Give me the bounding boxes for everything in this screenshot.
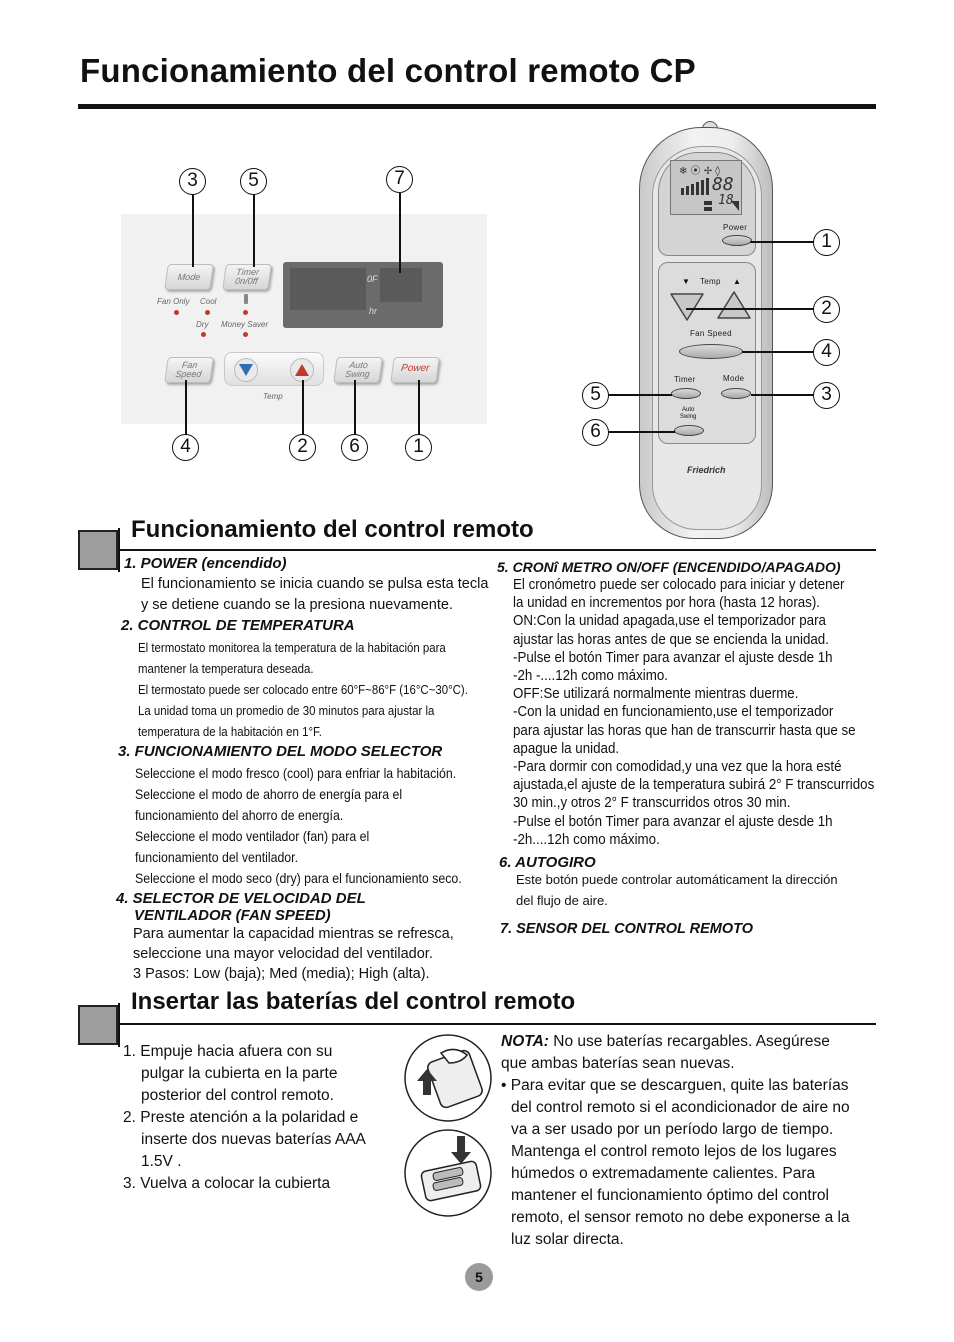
leader-line — [253, 195, 255, 267]
leader-line — [302, 380, 304, 435]
panel-mode-button — [164, 264, 214, 290]
text-line: OFF:Se utilizará normalmente mientras duerme. — [513, 686, 799, 703]
item-4-heading-line-1: 4. SELECTOR DE VELOCIDAD DEL — [116, 890, 366, 907]
panel-auto-swing-label-1: Auto — [348, 360, 369, 370]
money-saver-led — [243, 332, 248, 337]
remote-callout-1: 1 — [813, 229, 840, 256]
text-line: del flujo de aire. — [516, 893, 608, 908]
text-line: -2h....12h como máximo. — [513, 831, 660, 848]
item-2-heading: 2. CONTROL DE TEMPERATURA — [121, 617, 355, 634]
panel-temp-down-button — [234, 358, 258, 382]
text-line: Seleccione el modo fresco (cool) para enfriar la habitación. — [135, 765, 457, 781]
text-line: Seleccione el modo de ahorro de energía para el — [135, 786, 403, 802]
remote-callout-3: 3 — [813, 382, 840, 409]
remote-lcd-hours: 18 — [718, 193, 734, 208]
battery-cover-illustration — [403, 1033, 493, 1128]
remote-fan-speed-label: Fan Speed — [690, 329, 732, 338]
text-line: -Pulse el botón Timer para avanzar el ajuste desde 1h — [513, 813, 833, 830]
leader-line — [608, 431, 675, 433]
panel-fan-only-label: Fan Only — [157, 297, 190, 306]
note-label: NOTA: — [501, 1033, 549, 1050]
item-4-heading — [116, 890, 366, 924]
remote-callout-6: 6 — [582, 419, 609, 446]
step-line: pulgar la cubierta en la parte — [141, 1065, 338, 1082]
callout-5: 5 — [240, 168, 267, 195]
remote-brand-logo: Friedrich — [687, 465, 726, 475]
item-4-heading-line-2: VENTILADOR (FAN SPEED) — [134, 907, 331, 924]
panel-unit-f: 0F — [367, 274, 378, 284]
callout-2: 2 — [289, 434, 316, 461]
callout-1: 1 — [405, 434, 432, 461]
panel-cool-label: Cool — [200, 297, 217, 306]
leader-line — [608, 394, 672, 396]
arrow-up-icon — [295, 364, 309, 376]
cool-led — [205, 310, 210, 315]
item-6-heading: 6. AUTOGIRO — [499, 854, 596, 871]
step-line: 3. Vuelva a colocar la cubierta — [123, 1175, 331, 1192]
remote-down-arrow-icon: ▼ — [682, 277, 690, 286]
panel-auto-swing-label-2: Swing — [344, 369, 371, 379]
panel-fan-speed-button — [164, 357, 214, 383]
panel-auto-swing-button — [333, 357, 383, 383]
item-1-text — [141, 574, 488, 616]
item-3-heading: 3. FUNCIONAMIENTO DEL MODO SELECTOR — [118, 743, 443, 760]
text-line: para ajustar las horas que han de transcurrir hasta que se — [513, 722, 856, 739]
remote-fan-speed-button — [679, 344, 743, 359]
remote-mode-label: Mode — [723, 374, 745, 383]
title-divider — [78, 104, 876, 109]
text-line: ajustada,el ajuste de la temperatura subirá 2° F transcurridos — [513, 777, 875, 794]
panel-remote-sensor — [380, 268, 422, 302]
text-line: -Con la unidad en funcionamiento,use el temporizador — [513, 704, 834, 721]
timer-indicator-bar — [244, 294, 248, 304]
triangle-up-icon — [716, 290, 752, 320]
note-line: va a ser usado por un período largo de tiempo. — [511, 1121, 834, 1138]
leader-line — [418, 380, 420, 435]
text-line: -2h -....12h como máximo. — [513, 668, 668, 685]
battery-steps — [123, 1041, 366, 1195]
remote-lcd-temp: 88 — [712, 174, 734, 195]
arrow-down-icon — [239, 364, 253, 376]
remote-power-button — [722, 235, 752, 246]
remote-auto-swing-label-1: Auto — [682, 407, 695, 413]
text-line: ON:Con la unidad apagada,use el temporizador para — [513, 613, 826, 630]
remote-mode-button — [721, 388, 751, 399]
panel-unit-hr: hr — [369, 306, 378, 316]
remote-temp-label: Temp — [700, 277, 721, 286]
section-divider — [120, 1023, 876, 1025]
battery-note — [501, 1031, 850, 1251]
text-line: la unidad en incrementos por hora (hasta 12 horas). — [513, 595, 821, 612]
callout-7: 7 — [386, 166, 413, 193]
remote-callout-2: 2 — [813, 296, 840, 323]
remote-timer-label: Timer — [674, 375, 696, 384]
section-divider — [120, 549, 876, 551]
note-line: luz solar directa. — [511, 1231, 624, 1248]
step-line: inserte dos nuevas baterías AAA — [141, 1131, 366, 1148]
leader-line — [354, 380, 356, 435]
remote-temp-down-button — [669, 292, 705, 327]
text-line: funcionamiento del ventilador. — [135, 849, 299, 865]
text-line: 3 Pasos: Low (baja); Med (media); High (alta). — [133, 966, 430, 982]
text-line: temperatura de la habitación en 1°F. — [138, 724, 322, 739]
panel-mode-label: Mode — [177, 272, 201, 282]
note-line: Mantenga el control remoto lejos de los lugares — [511, 1143, 837, 1160]
remote-callout-5: 5 — [582, 382, 609, 409]
text-line: Para aumentar la capacidad mientras se refresca, — [133, 926, 454, 942]
panel-dry-label: Dry — [196, 320, 209, 329]
panel-display-digits — [290, 268, 366, 310]
step-line: 1. Empuje hacia afuera con su — [123, 1043, 333, 1060]
remote-auto-swing-button — [674, 425, 704, 436]
leader-line — [399, 193, 401, 273]
remote-power-label: Power — [723, 223, 748, 232]
note-line: • Para evitar que se descarguen, quite las baterías — [501, 1077, 849, 1094]
text-line: Seleccione el modo seco (dry) para el funcionamiento seco. — [135, 870, 462, 886]
dry-led — [201, 332, 206, 337]
text-line: mantener la temperatura deseada. — [138, 661, 314, 676]
text-line: y se detiene cuando se la presiona nuevamente. — [141, 597, 453, 613]
leader-line — [751, 394, 814, 396]
section-marker — [78, 1005, 118, 1045]
step-line: 2. Preste atención a la polaridad e — [123, 1109, 359, 1126]
text-line: El funcionamiento se inicia cuando se pulsa esta tecla — [141, 576, 489, 592]
callout-4: 4 — [172, 434, 199, 461]
panel-power-button — [390, 357, 440, 383]
callout-3: 3 — [179, 168, 206, 195]
battery-insert-icon — [403, 1128, 493, 1218]
item-7-heading: 7. SENSOR DEL CONTROL REMOTO — [500, 921, 753, 937]
text-line: seleccione una mayor velocidad del ventilador. — [133, 946, 433, 962]
item-5-heading: 5. CRONî METRO ON/OFF (ENCENDIDO/APAGADO) — [497, 559, 841, 575]
panel-temp-up-button — [290, 358, 314, 382]
text-line: funcionamiento del ahorro de energía. — [135, 807, 344, 823]
svg-text:❄ ⦿ ✢ ◊: ❄ ⦿ ✢ ◊ — [679, 166, 721, 177]
note-line: que ambas baterías sean nuevas. — [501, 1055, 735, 1072]
remote-auto-swing-label-2: Swing — [680, 414, 697, 420]
text-line: El termostato monitorea la temperatura de la habitación para — [138, 640, 446, 655]
page-number: 5 — [465, 1263, 493, 1291]
text-line: El cronómetro puede ser colocado para iniciar y detener — [513, 577, 845, 593]
leader-line — [686, 308, 814, 310]
remote-up-arrow-icon: ▲ — [733, 277, 741, 286]
step-line: 1.5V . — [141, 1153, 182, 1170]
battery-insert-illustration — [403, 1128, 493, 1223]
item-3-text — [135, 763, 462, 889]
section-title-batteries: Insertar las baterías del control remoto — [131, 988, 576, 1015]
item-5-text — [513, 576, 874, 849]
note-first-line — [501, 1031, 850, 1053]
panel-timer-button — [222, 264, 272, 290]
step-line: posterior del control remoto. — [141, 1087, 334, 1104]
leader-line — [192, 195, 194, 267]
note-line: del control remoto si el acondicionador de aire no — [511, 1099, 850, 1116]
fan-only-led — [174, 310, 179, 315]
item-6-text — [516, 869, 838, 911]
panel-temp-label: Temp — [263, 392, 283, 401]
leader-line — [185, 380, 187, 435]
text-line: El termostato puede ser colocado entre 60°F~86°F (16°C~30°C). — [138, 682, 468, 697]
item-4-text — [133, 924, 454, 984]
remote-callout-4: 4 — [813, 339, 840, 366]
item-2-text — [138, 637, 468, 742]
note-line: húmedos o extremadamente calientes. Para — [511, 1165, 816, 1182]
panel-timer-label-1: Timer — [235, 267, 260, 277]
page-title: Funcionamiento del control remoto CP — [80, 52, 696, 89]
callout-6: 6 — [341, 434, 368, 461]
leader-line — [742, 351, 814, 353]
panel-money-saver-label: Money Saver — [221, 320, 269, 329]
panel-timer-label-2: 0n/0ff — [234, 276, 259, 286]
note-first-text: No use baterías recargables. Asegúrese — [548, 1033, 830, 1050]
text-line: Este botón puede controlar automáticament la dirección — [516, 872, 838, 887]
triangle-down-icon — [669, 292, 705, 322]
panel-power-label: Power — [400, 363, 431, 374]
text-line: 30 min.,y otros 2° F transcurridos otros 30 min. — [513, 795, 791, 812]
section-title-operation: Funcionamiento del control remoto — [131, 516, 534, 543]
item-1-heading: 1. POWER (encendido) — [124, 555, 287, 572]
leader-line — [750, 241, 814, 243]
note-line: mantener el funcionamiento óptimo del control — [511, 1187, 829, 1204]
section-marker-bar — [118, 1003, 120, 1047]
remote-timer-button — [671, 388, 701, 399]
panel-fan-speed-label-2: Speed — [174, 369, 203, 379]
section-marker — [78, 530, 118, 570]
text-line: -Pulse el botón Timer para avanzar el ajuste desde 1h — [513, 649, 833, 666]
text-line: ajustar las horas antes de que se encienda la unidad. — [513, 631, 829, 648]
timer-led — [243, 310, 248, 315]
text-line: apague la unidad. — [513, 740, 620, 757]
panel-fan-speed-label-1: Fan — [181, 360, 199, 370]
text-line: -Para dormir con comodidad,y una vez que la hora esté — [513, 759, 842, 776]
text-line: Seleccione el modo ventilador (fan) para el — [135, 828, 370, 844]
text-line: La unidad toma un promedio de 30 minutos para ajustar la — [138, 703, 435, 718]
remote-auto-swing-label — [680, 407, 696, 421]
note-line: remoto, el sensor remoto no debe exponerse a la — [511, 1209, 850, 1226]
remote-back-cover-icon — [403, 1033, 493, 1123]
